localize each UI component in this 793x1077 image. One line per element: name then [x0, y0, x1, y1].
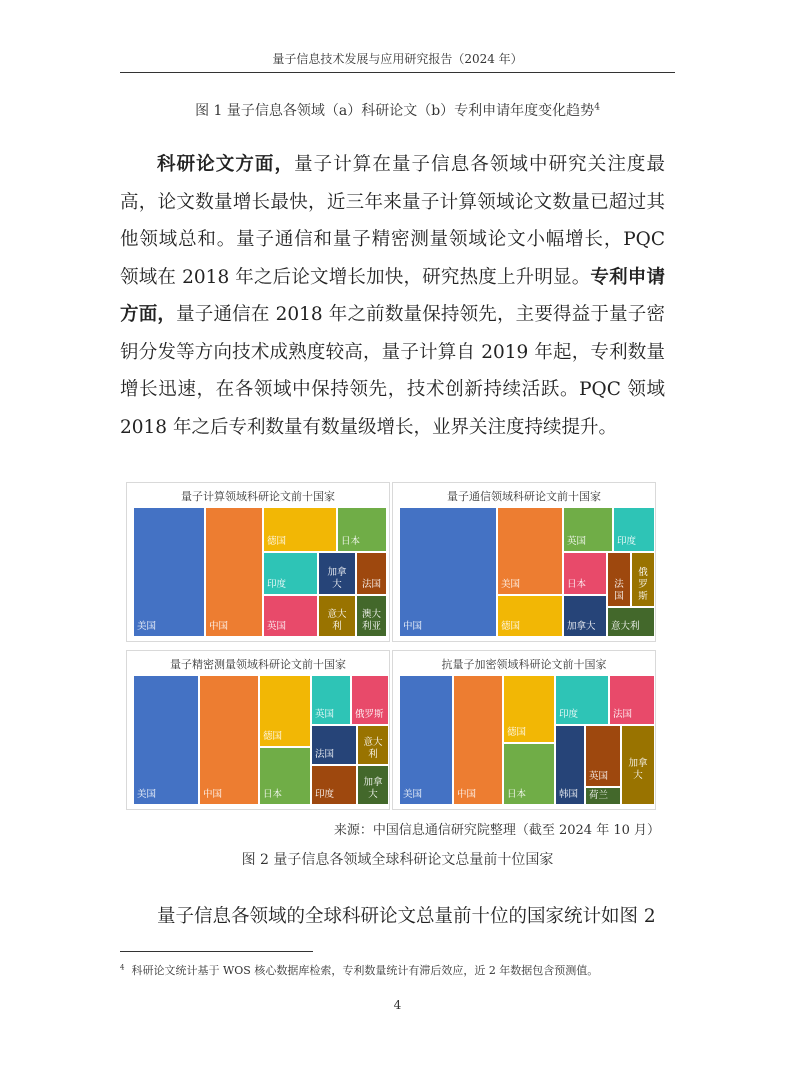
tile-label: 日本: [341, 536, 361, 547]
tile-label: 荷兰: [589, 790, 609, 801]
tile-label: 德国: [267, 536, 287, 547]
treemap-tile: [563, 595, 607, 637]
treemap-tile: [311, 765, 357, 805]
treemap-area: [133, 675, 383, 805]
treemap-tile: [563, 552, 607, 595]
tile-label: 意大利: [363, 737, 383, 760]
treemap-tile: [555, 725, 585, 805]
treemap-tile: [263, 507, 337, 552]
tile-label: 德国: [501, 621, 521, 632]
page-number: 4: [393, 998, 402, 1012]
tile-label: 印度: [315, 789, 335, 800]
treemap-area: [133, 507, 383, 637]
tile-label: 印度: [617, 536, 637, 547]
treemap-tile: [585, 725, 621, 787]
tile-label: 加拿大: [327, 567, 347, 590]
paragraph: [120, 898, 670, 935]
tile-label: 印度: [559, 709, 579, 720]
paragraph-text-patents: 量子通信在 2018 年之前数量保持领先，主要得益于量子密钥分发等方向技术成熟度较高，量子计算自 2019 年起，专利数量增长迅速，在各领域中保持领先，技术创新持续活跃。PQC 领域 2018 年之后专利数量有数量级增长，业界关注度持续提升。: [120, 304, 665, 438]
treemap-tile: [259, 747, 311, 805]
treemap-title: 量子精密测量领域科研论文前十国家: [170, 658, 346, 671]
treemap-tile: [351, 675, 389, 725]
treemap-tile: [133, 507, 205, 637]
tile-label: 印度: [267, 579, 287, 590]
tile-label: 德国: [507, 727, 527, 738]
footnote-text: 科研论文统计基于 WOS 核心数据库检索，专利数量统计有滞后效应，近 2 年数据包含预测值。: [131, 964, 599, 977]
tile-label: 法国: [614, 579, 624, 602]
treemap-tile: [356, 595, 387, 637]
figure-1-caption: [120, 100, 675, 120]
treemap-tile: [621, 725, 655, 805]
tile-label: 英国: [315, 709, 335, 720]
treemap-panel-pqc: [392, 650, 656, 810]
tile-label: 日本: [567, 579, 587, 590]
tile-label: 意大利: [327, 609, 347, 632]
treemap-tile: [613, 507, 655, 552]
treemap-panel-computing: [126, 482, 390, 642]
treemap-tile: [503, 743, 555, 805]
tile-label: 韩国: [559, 789, 579, 800]
treemap-tile: [607, 607, 655, 637]
tile-label: 美国: [137, 621, 157, 632]
treemap-tile: [357, 725, 389, 765]
tile-label: 中国: [203, 789, 223, 800]
treemap-tile: [453, 675, 503, 805]
tile-label: 中国: [403, 621, 423, 632]
tile-label: 中国: [209, 621, 229, 632]
treemap-area: [399, 507, 649, 637]
page-header: 量子信息技术发展与应用研究报告（2024 年）: [272, 52, 523, 66]
treemap-tile: [585, 787, 621, 805]
tile-label: 日本: [507, 789, 527, 800]
treemap-tile: [555, 675, 609, 725]
treemap-tile: [631, 552, 655, 607]
figure-2-caption: 图 2 量子信息各领域全球科研论文总量前十位国家: [241, 852, 554, 868]
tile-label: 美国: [501, 579, 521, 590]
treemap-tile: [259, 675, 311, 747]
treemap-tile: [399, 507, 497, 637]
tile-label: 俄罗斯: [355, 709, 384, 720]
tile-label: 美国: [403, 789, 423, 800]
treemap-panel-communication: [392, 482, 656, 642]
treemap-tile: [337, 507, 387, 552]
treemap-tile: [607, 552, 631, 607]
treemap-panel-metrology: [126, 650, 390, 810]
lead-heading-papers: 科研论文方面，: [157, 154, 295, 175]
tile-label: 加拿大: [567, 621, 596, 632]
treemap-tile: [263, 595, 318, 637]
treemap-tile: [503, 675, 555, 743]
treemap-title: 量子通信领域科研论文前十国家: [447, 490, 601, 503]
tile-label: 澳大利亚: [361, 609, 381, 632]
treemap-tile: [318, 552, 356, 595]
tile-label: 法国: [315, 749, 335, 760]
paragraph-text-papers: 量子计算在量子信息各领域中研究关注度最高，论文数量增长最快，近三年来量子计算领域论文数量已超过其他领域总和。量子通信和量子精密测量领域论文小幅增长，PQC 领域在 2018 年之后论文增长加快，研究热度上升明显。: [120, 154, 665, 288]
tile-label: 加拿大: [628, 758, 648, 781]
footnote-marker: 4: [120, 963, 125, 972]
treemap-area: [399, 675, 649, 805]
treemap-tile: [609, 675, 655, 725]
treemap-tile: [263, 552, 318, 595]
tile-label: 法国: [361, 579, 381, 590]
treemap-tile: [318, 595, 356, 637]
treemap-title: 量子计算领域科研论文前十国家: [181, 490, 335, 503]
treemap-tile: [563, 507, 613, 552]
paragraph-text: 量子信息各领域的全球科研论文总量前十位的国家统计如图 2: [157, 906, 656, 927]
treemap-tile: [399, 675, 453, 805]
tile-label: 加拿大: [363, 777, 383, 800]
tile-label: 中国: [457, 789, 477, 800]
tile-label: 俄罗斯: [638, 567, 648, 602]
tile-label: 英国: [589, 771, 609, 782]
tile-label: 美国: [137, 789, 157, 800]
treemap-tile: [497, 507, 563, 595]
tile-label: 日本: [263, 789, 283, 800]
treemap-tile: [311, 675, 351, 725]
header-rule: [120, 72, 675, 73]
footnote: [120, 962, 675, 978]
lead-heading-patents: 专利申请方面，: [120, 266, 665, 325]
treemap-tile: [311, 725, 357, 765]
footnote-rule: [120, 951, 313, 952]
footnote-reference[interactable]: 4: [594, 102, 600, 113]
treemap-tile: [357, 765, 389, 805]
tile-label: 德国: [263, 731, 283, 742]
figure-source: 来源：中国信息通信研究院整理（截至 2024 年 10 月）: [333, 823, 660, 838]
tile-label: 英国: [567, 536, 587, 547]
treemap-tile: [133, 675, 199, 805]
treemap-tile: [497, 595, 563, 637]
figure-2-treemaps: [126, 482, 660, 810]
treemap-tile: [356, 552, 387, 595]
tile-label: 意大利: [611, 621, 640, 632]
tile-label: 法国: [613, 709, 633, 720]
treemap-tile: [199, 675, 259, 805]
treemap-tile: [205, 507, 263, 637]
figure-1-caption-text: 图 1 量子信息各领域（a）科研论文（b）专利申请年度变化趋势: [195, 103, 595, 119]
tile-label: 英国: [267, 621, 287, 632]
treemap-title: 抗量子加密领域科研论文前十国家: [441, 658, 607, 671]
body-paragraph: [120, 146, 665, 446]
